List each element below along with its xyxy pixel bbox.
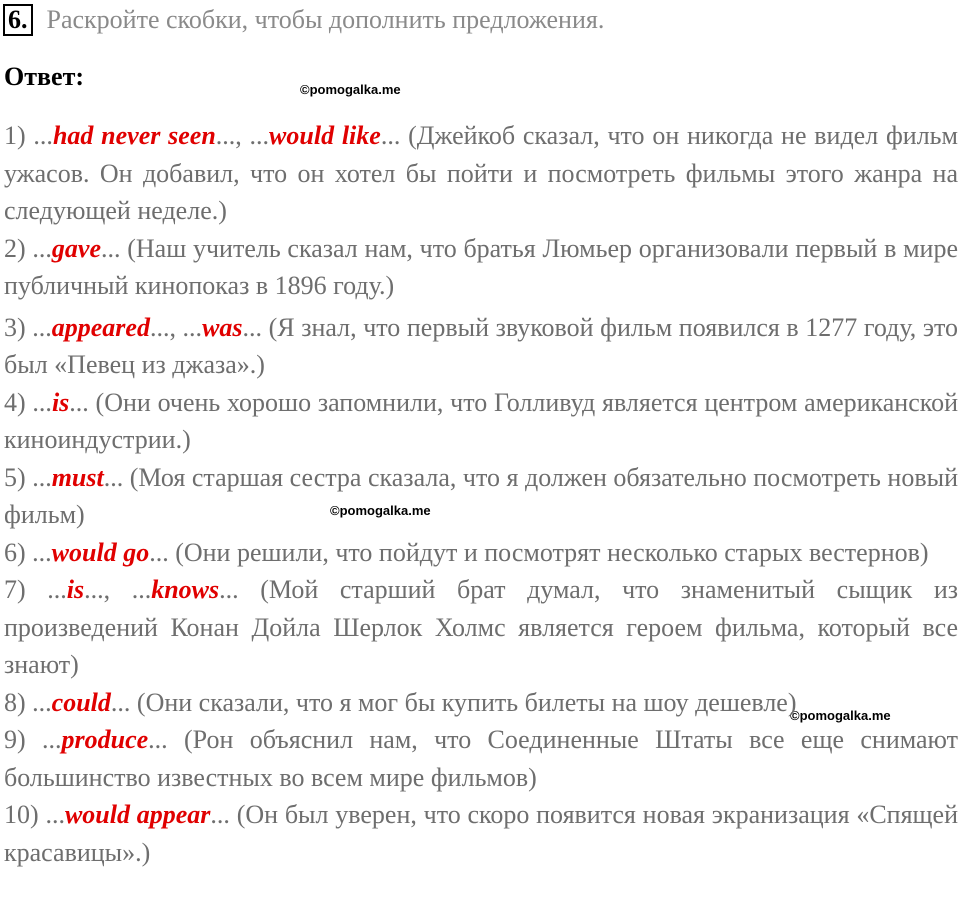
item-number: 5) bbox=[4, 462, 26, 492]
answer-verb: had never seen bbox=[52, 121, 216, 150]
answer-item bbox=[4, 796, 958, 871]
answer-item bbox=[4, 459, 958, 534]
sentence-text: ... (Они решили, что пойдут и посмотрят несколько старых вестернов) bbox=[149, 537, 929, 567]
sentence-text: ... (Я знал, что первый звуковой фильм появился в 1277 году, это был «Певец из джаза».) bbox=[4, 312, 959, 379]
watermark: ©pomogalka.me bbox=[330, 503, 431, 518]
answer-item bbox=[4, 309, 958, 384]
item-number: 6) bbox=[4, 537, 26, 567]
answer-item bbox=[4, 384, 958, 459]
sentence-text: ..., ... bbox=[215, 121, 270, 150]
sentence-text: ... (Моя старшая сестра сказала, что я должен обязательно посмотреть новый фильм) bbox=[4, 462, 959, 529]
sentence-text: ..., ... bbox=[84, 575, 152, 604]
sentence-text: ... bbox=[25, 537, 52, 567]
answer-verb: appeared bbox=[51, 312, 150, 342]
sentence-text: ... (Рон объяснил нам, что Соединенные Штаты все еще снимают большинство известных во всем мире фильмов) bbox=[4, 725, 958, 792]
answer-verb: would go bbox=[51, 537, 150, 567]
answer-item bbox=[4, 721, 958, 796]
task-number: 6. bbox=[3, 4, 33, 36]
answer-verb: produce bbox=[61, 725, 149, 754]
item-number: 8) bbox=[4, 687, 26, 717]
answer-verb: would appear bbox=[64, 800, 211, 829]
sentence-text: ... bbox=[25, 725, 62, 754]
answers-list bbox=[4, 117, 958, 871]
answer-item bbox=[4, 534, 958, 572]
answer-verb: must bbox=[51, 462, 104, 492]
sentence-text: ... bbox=[25, 687, 52, 717]
item-number: 10) bbox=[4, 800, 39, 829]
item-number: 3) bbox=[4, 312, 26, 342]
answer-verb: was bbox=[202, 312, 243, 342]
watermark: ©pomogalka.me bbox=[790, 708, 891, 723]
answer-item bbox=[4, 684, 958, 722]
item-number: 4) bbox=[4, 387, 26, 417]
sentence-text: ... bbox=[25, 462, 52, 492]
answer-verb: would like bbox=[269, 121, 381, 150]
sentence-text: ... (Джейкоб сказал, что он никогда не видел фильм ужасов. Он добавил, что он хотел бы пойти и посмотреть фильмы этого жанра на следующей неделе.) bbox=[4, 121, 958, 225]
sentence-text: ... bbox=[25, 121, 53, 150]
sentence-text: ... (Наш учитель сказал нам, что братья Люмьер организовали первый в мире публичный кинопоказ в 1896 году.) bbox=[4, 233, 958, 300]
sentence-text: ... bbox=[25, 575, 67, 604]
answer-verb: is bbox=[66, 575, 85, 604]
sentence-text: ... (Мой старший брат думал, что знаменитый сыщик из произведений Конан Дойла Шерлок Холмс является героем фильма, который все знают) bbox=[4, 575, 958, 679]
sentence-text: ... bbox=[38, 800, 65, 829]
item-number: 2) bbox=[4, 233, 26, 263]
item-number: 9) bbox=[4, 725, 26, 754]
sentence-text: ... bbox=[25, 312, 52, 342]
answer-item bbox=[4, 117, 958, 230]
answer-verb: gave bbox=[51, 233, 101, 263]
answer-verb: could bbox=[51, 687, 111, 717]
watermark: ©pomogalka.me bbox=[300, 82, 401, 97]
answer-item bbox=[4, 230, 958, 305]
answer-verb: is bbox=[51, 387, 70, 417]
item-number: 1) bbox=[4, 121, 26, 150]
sentence-text: ... (Они очень хорошо запомнили, что Голливуд является центром американской киноиндустрии.) bbox=[4, 387, 958, 454]
answer-label: Ответ: bbox=[4, 62, 85, 91]
sentence-text: ... (Они сказали, что я мог бы купить билеты на шоу дешевле) bbox=[110, 687, 797, 717]
sentence-text: ... (Он был уверен, что скоро появится новая экранизация «Спящей красавицы».) bbox=[4, 800, 959, 867]
task-instruction: Раскройте скобки, чтобы дополнить предложения. bbox=[46, 5, 605, 34]
sentence-text: ... bbox=[25, 233, 52, 263]
item-number: 7) bbox=[4, 575, 26, 604]
answer-item bbox=[4, 571, 958, 684]
sentence-text: ..., ... bbox=[149, 312, 203, 342]
sentence-text: ... bbox=[25, 387, 52, 417]
task-header bbox=[3, 4, 604, 36]
answer-verb: knows bbox=[151, 575, 220, 604]
